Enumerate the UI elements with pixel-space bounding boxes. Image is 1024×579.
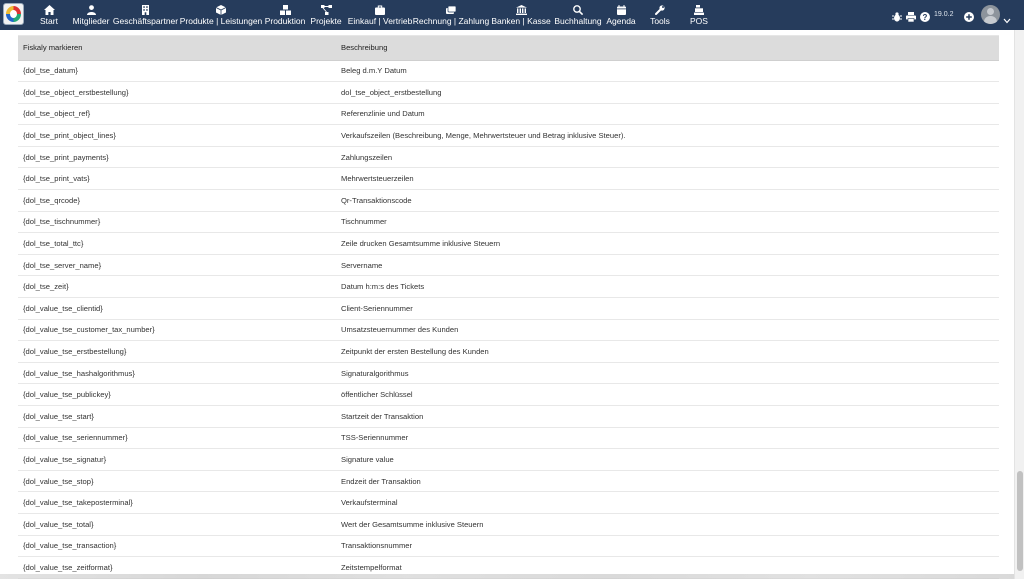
nav-item-start[interactable] (36, 0, 62, 30)
description-cell: Verkaufszeilen (Beschreibung, Menge, Mehrwertsteuer und Betrag inklusive Steuer). (336, 125, 999, 147)
description-cell: Signaturalgorithmus (336, 362, 999, 384)
description-cell: Endzeit der Transaktion (336, 470, 999, 492)
tag-cell: {dol_value_tse_hashalgorithmus} (18, 362, 336, 384)
nav-item-pos[interactable] (686, 0, 712, 30)
nav-label: POS (690, 16, 708, 26)
home-icon (44, 0, 55, 16)
company-logo[interactable] (3, 3, 24, 25)
tag-cell: {dol_value_tse_start} (18, 406, 336, 428)
nav-label: Agenda (606, 16, 636, 26)
description-cell: Beleg d.m.Y Datum (336, 60, 999, 82)
nav-label: Buchhaltung (554, 16, 602, 26)
description-cell: Zahlungszeilen (336, 146, 999, 168)
description-cell: Zeile drucken Gesamtsumme inklusive Steuern (336, 233, 999, 255)
table-row (18, 103, 999, 125)
money-bill-icon (446, 0, 456, 16)
nav-item-produkte-leistungen[interactable] (179, 0, 263, 30)
description-cell: öffentlicher Schlüssel (336, 384, 999, 406)
table-row (18, 168, 999, 190)
tag-cell: {dol_tse_object_ref} (18, 103, 336, 125)
main-content (0, 30, 1014, 579)
tag-cell: {dol_tse_datum} (18, 60, 336, 82)
nav-item-projekte[interactable] (310, 0, 342, 30)
nav-item-geschaeftspartner[interactable] (112, 0, 179, 30)
column-header-fiskaly-markieren: Fiskaly markieren (18, 36, 336, 60)
tag-cell: {dol_tse_total_ttc} (18, 233, 336, 255)
table-row (18, 60, 999, 82)
description-cell: Startzeit der Transaktion (336, 406, 999, 428)
partial-row-below (0, 574, 1014, 579)
description-cell: Signature value (336, 449, 999, 471)
bank-icon (516, 0, 527, 16)
tag-cell: {dol_tse_server_name} (18, 254, 336, 276)
table-row (18, 254, 999, 276)
help-icon[interactable] (920, 9, 930, 27)
description-cell: TSS-Seriennummer (336, 427, 999, 449)
calendar-icon (617, 0, 626, 16)
table-row (18, 276, 999, 298)
tag-cell: {dol_value_tse_total} (18, 513, 336, 535)
table-row (18, 146, 999, 168)
table-row (18, 427, 999, 449)
description-cell: Wert der Gesamtsumme inklusive Steuern (336, 513, 999, 535)
briefcase-icon (375, 0, 385, 16)
nav-item-rechnung-zahlung[interactable] (412, 0, 490, 30)
scrollbar-thumb[interactable] (1017, 471, 1023, 571)
description-cell: Servername (336, 254, 999, 276)
nav-label: Tools (650, 16, 670, 26)
tag-cell: {dol_value_tse_customer_tax_number} (18, 319, 336, 341)
tag-cell: {dol_value_tse_signatur} (18, 449, 336, 471)
nav-label: Mitglieder (72, 16, 110, 26)
project-diagram-icon (321, 0, 332, 16)
top-menu-bar (0, 0, 1024, 30)
tag-cell: {dol_value_tse_takeposterminal} (18, 492, 336, 514)
print-icon[interactable] (906, 9, 916, 27)
description-cell: Zeitstempelformat (336, 557, 999, 579)
nav-label: Einkauf | Vertrieb (347, 16, 413, 26)
description-cell: Verkaufsterminal (336, 492, 999, 514)
table-row (18, 211, 999, 233)
description-cell: Datum h:m:s des Tickets (336, 276, 999, 298)
nav-item-banken-kasse[interactable] (492, 0, 550, 30)
nav-item-tools[interactable] (646, 0, 674, 30)
description-cell: Qr-Transaktionscode (336, 190, 999, 212)
nav-label: Geschäftspartner (112, 16, 179, 26)
cubes-icon (280, 0, 291, 16)
cube-icon (216, 0, 226, 16)
tag-cell: {dol_value_tse_stop} (18, 470, 336, 492)
column-header-beschreibung: Beschreibung (336, 36, 999, 60)
table-row (18, 82, 999, 104)
table-row (18, 319, 999, 341)
table-row (18, 384, 999, 406)
wrench-icon (655, 0, 665, 16)
svg-text:?: ? (922, 13, 928, 22)
tag-cell: {dol_tse_print_payments} (18, 146, 336, 168)
user-icon (87, 0, 96, 16)
chevron-down-icon[interactable] (1003, 11, 1011, 29)
tag-cell: {dol_value_tse_transaction} (18, 535, 336, 557)
version-label: 19.0.2 (934, 11, 954, 18)
cash-register-icon (694, 0, 704, 16)
nav-item-buchhaltung[interactable] (555, 0, 601, 30)
tag-cell: {dol_tse_print_object_lines} (18, 125, 336, 147)
table-row (18, 535, 999, 557)
nav-label: Projekte (310, 16, 342, 26)
nav-label: Produktion (264, 16, 306, 26)
description-cell: dol_tse_object_erstbestellung (336, 82, 999, 104)
tag-cell: {dol_value_tse_zeitformat} (18, 557, 336, 579)
nav-item-produktion[interactable] (265, 0, 305, 30)
table-row (18, 406, 999, 428)
nav-label: Banken | Kasse (491, 16, 551, 26)
tag-cell: {dol_tse_tischnummer} (18, 211, 336, 233)
description-cell: Tischnummer (336, 211, 999, 233)
nav-item-einkauf-vertrieb[interactable] (349, 0, 411, 30)
tag-cell: {dol_value_tse_erstbestellung} (18, 341, 336, 363)
fiskaly-tags-table (18, 36, 999, 579)
bug-icon[interactable] (892, 9, 902, 27)
table-row (18, 492, 999, 514)
table-row (18, 470, 999, 492)
table-row (18, 190, 999, 212)
table-row (18, 513, 999, 535)
tag-cell: {dol_tse_zeit} (18, 276, 336, 298)
tag-cell: {dol_value_tse_clientid} (18, 298, 336, 320)
tag-cell: {dol_tse_object_erstbestellung} (18, 82, 336, 104)
table-row (18, 341, 999, 363)
nav-label: Rechnung | Zahlung (412, 16, 490, 26)
table-row (18, 362, 999, 384)
nav-item-agenda[interactable] (606, 0, 636, 30)
description-cell: Transaktionsnummer (336, 535, 999, 557)
table-header-row (18, 36, 999, 60)
table-row (18, 298, 999, 320)
description-cell: Zeitpunkt der ersten Bestellung des Kunden (336, 341, 999, 363)
tag-cell: {dol_tse_print_vats} (18, 168, 336, 190)
nav-item-mitglieder[interactable] (72, 0, 110, 30)
nav-label: Produkte | Leistungen (179, 16, 263, 26)
building-icon (142, 0, 149, 16)
tag-cell: {dol_value_tse_seriennummer} (18, 427, 336, 449)
description-cell: Umsatzsteuernummer des Kunden (336, 319, 999, 341)
plus-circle-icon[interactable] (964, 9, 974, 27)
tag-cell: {dol_tse_qrcode} (18, 190, 336, 212)
description-cell: Referenzlinie und Datum (336, 103, 999, 125)
description-cell: Mehrwertsteuerzeilen (336, 168, 999, 190)
avatar[interactable] (981, 5, 1000, 24)
nav-label: Start (40, 16, 58, 26)
search-dollar-icon (573, 0, 583, 16)
table-row (18, 449, 999, 471)
vertical-scrollbar[interactable] (1014, 30, 1024, 579)
tag-cell: {dol_value_tse_publickey} (18, 384, 336, 406)
table-row (18, 125, 999, 147)
description-cell: Client-Seriennummer (336, 298, 999, 320)
table-row (18, 233, 999, 255)
